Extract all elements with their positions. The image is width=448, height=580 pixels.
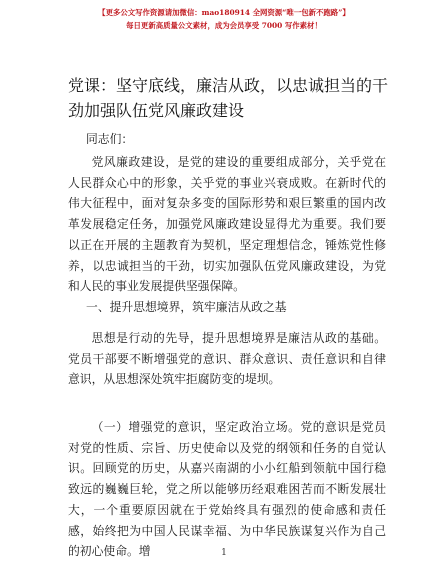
- paragraph-section-1: 思想是行动的先导，提升思想境界是廉洁从政的基础。党员干部要不断增强党的意识、群众意识、责任意识和自律意识，从思想深处筑牢拒腐防变的堤坝。: [68, 331, 386, 387]
- paragraph-intro: 党风廉政建设，是党的建设的重要组成部分，关乎党在人民群众心中的形象，关乎党的事业兴衰成败。在新时代的伟大征程中，面对复杂多变的国际形势和艰巨繁重的国内改革发展稳定任务，加强党风廉政建设显得尤为重要。我们要以正在开展的主题教育为契机，坚定理想信念，锤炼党性修养，以忠诚担当的干劲，切实加强队伍党风廉政建设，为党和人民的事业发展提供坚强保障。: [68, 155, 386, 294]
- page-number: 1: [221, 548, 227, 558]
- promo-banner-line-1: 【更多公文写作资源请加微信：mao180914 全网资源“唯一包新不跑路”】: [98, 8, 350, 17]
- salutation: 同志们：: [86, 132, 134, 146]
- promo-banner: [0, 6, 448, 32]
- section-heading-1: 一、提升思想境界，筑牢廉洁从政之基: [86, 300, 287, 314]
- paragraph-subsection-1: （一）增强党的意识，坚定政治立场。党的意识是党员对党的性质、宗旨、历史使命以及党的纲领和任务的自觉认识。回顾党的历史，从嘉兴南湖的小小红船到领航中国行稳致远的巍巍巨轮，党之所以能够历经艰难困苦而不断发展壮大，一个重要原因就在于党始终具有强烈的使命感和责任感，始终把为中国人民谋幸福、为中华民族谋复兴作为自己的初心使命。增: [68, 420, 386, 559]
- promo-banner-line-2: 每日更新高质量公文素材，成为会员享受 7000 写作素材！: [126, 21, 322, 30]
- document-title: 党课：坚守底线，廉洁从政，以忠诚担当的干劲加强队伍党风廉政建设: [68, 76, 389, 120]
